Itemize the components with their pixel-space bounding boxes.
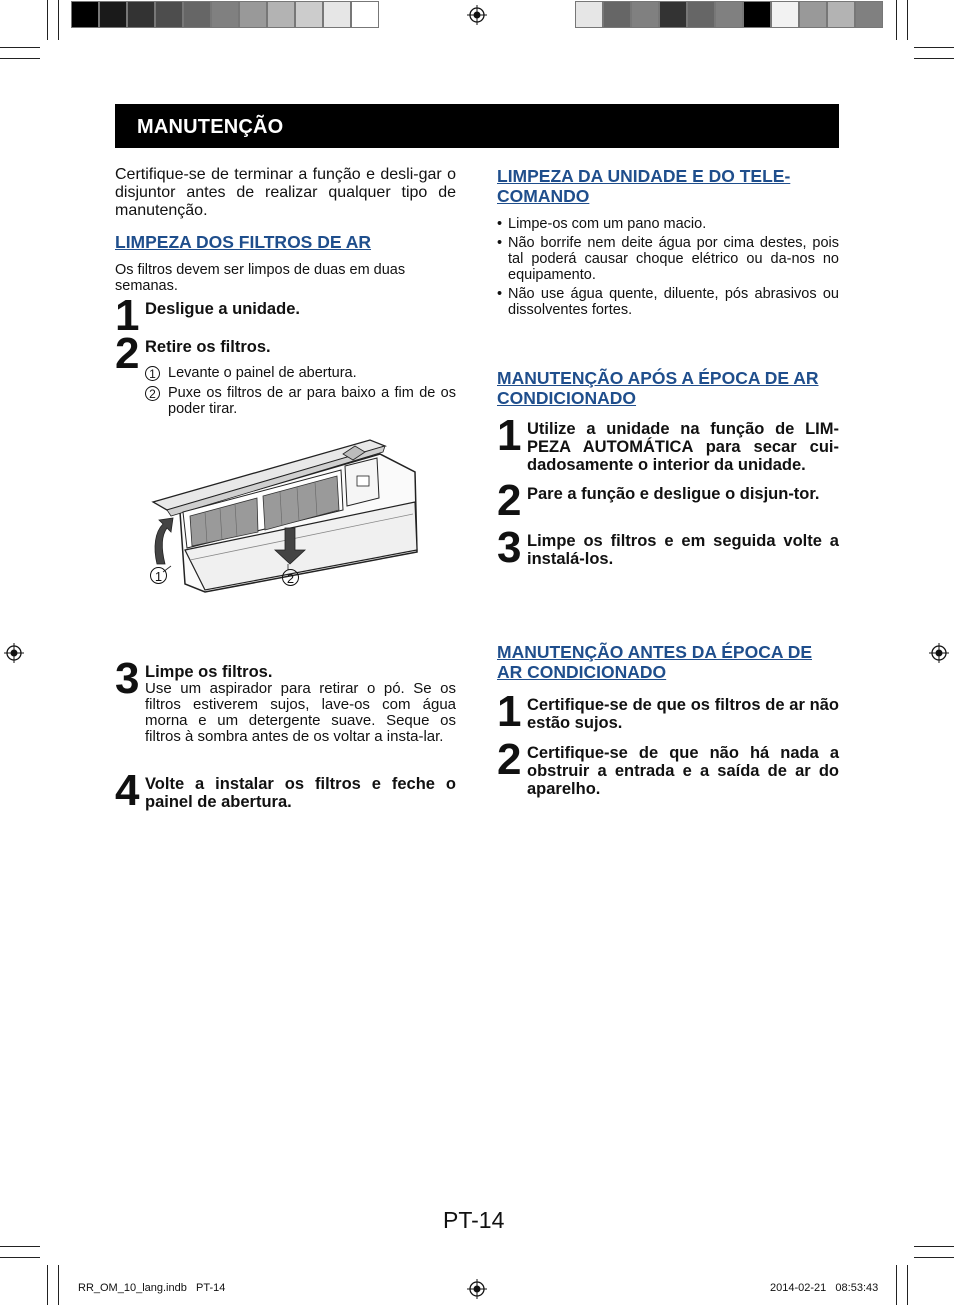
registration-mark-icon (467, 5, 487, 25)
step-title: Limpe os filtros. (145, 663, 273, 681)
registration-mark-icon (929, 643, 949, 663)
filters-section (115, 232, 456, 294)
footer-timestamp: 2014-02-21 08:53:43 (770, 1282, 879, 1294)
color-swatch (155, 1, 183, 28)
filters-note: Os filtros devem ser limpos de duas em duas semanas. (115, 262, 406, 294)
crop-mark (47, 0, 48, 40)
registration-mark-icon (4, 643, 24, 663)
color-swatch (267, 1, 295, 28)
bullet-item: • Não use água quente, diluente, pós abrasivos ou dissolventes fortes. (497, 286, 839, 318)
crop-mark (0, 47, 40, 48)
step-body: Use um aspirador para retirar o pó. Se os filtros estiverem sujos, lave-os com água morna e um detergente suave. Seque os filtros à sombra antes de os voltar a insta-lar. (145, 680, 456, 745)
crop-mark (0, 1246, 40, 1247)
section-title: MANUTENÇÃO (137, 116, 284, 138)
step-number: 3 (115, 654, 138, 703)
figure-callout: 1 (150, 567, 167, 584)
crop-mark (896, 0, 897, 40)
before-step-2 (497, 735, 839, 798)
substep: 1 Levante o painel de abertura. (145, 365, 456, 381)
intro-text: Certifique-se de terminar a função e desli-gar o disjuntor antes de realizar qualquer tipo de manutenção. (115, 166, 456, 219)
crop-mark (58, 1265, 59, 1305)
step-title: Desligue a unidade. (145, 300, 300, 318)
color-swatch (771, 1, 799, 28)
color-swatch (855, 1, 883, 28)
step-number: 1 (115, 291, 138, 340)
color-swatch (715, 1, 743, 28)
color-swatch (659, 1, 687, 28)
color-bar-left (71, 1, 379, 29)
color-swatch (575, 1, 603, 28)
step-number: 1 (497, 687, 520, 736)
crop-mark (907, 0, 908, 40)
crop-mark (907, 1265, 908, 1305)
step-title: Retire os filtros. (145, 338, 271, 356)
color-bar-right (575, 1, 883, 29)
color-swatch (631, 1, 659, 28)
crop-mark (914, 1246, 954, 1247)
color-swatch (743, 1, 771, 28)
circled-number: 2 (145, 386, 160, 401)
step-title: Limpe os filtros e em seguida volte a instalá-los. (527, 532, 839, 568)
crop-mark (47, 1265, 48, 1305)
filters-heading: LIMPEZA DOS FILTROS DE AR (115, 232, 372, 252)
after-season-heading: MANUTENÇÃO APÓS A ÉPOCA DE AR CONDICIONADO (497, 368, 819, 408)
crop-mark (0, 58, 40, 59)
crop-mark (58, 0, 59, 40)
substep: 2 Puxe os filtros de ar para baixo a fim de os poder tirar. (145, 385, 456, 417)
step-title: Utilize a unidade na função de LIM-PEZA AUTOMÁTICA para secar cui-dadosamente o interior da unidade. (527, 420, 839, 474)
step-title: Pare a função e desligue o disjun-tor. (527, 485, 820, 503)
before-season-heading: MANUTENÇÃO ANTES DA ÉPOCA DE AR CONDICIONADO (497, 642, 813, 682)
page-number: PT-14 (443, 1207, 505, 1233)
color-swatch (351, 1, 379, 28)
color-swatch (295, 1, 323, 28)
circled-number: 1 (145, 366, 160, 381)
before-step-1 (497, 687, 839, 736)
filter-step-3 (115, 654, 456, 745)
step-number: 2 (497, 735, 520, 784)
color-swatch (323, 1, 351, 28)
bullet-item: • Não borrife nem deite água por cima destes, pois tal poderá causar choque elétrico ou da-nos no equipamento. (497, 235, 839, 283)
color-swatch (71, 1, 99, 28)
step-title: Certifique-se de que os filtros de ar não estão sujos. (527, 696, 839, 732)
after-step-2 (497, 476, 839, 525)
crop-mark (914, 1257, 954, 1258)
crop-mark (0, 1257, 40, 1258)
color-swatch (127, 1, 155, 28)
step-number: 2 (497, 476, 520, 525)
filter-step-1 (115, 291, 456, 340)
crop-mark (896, 1265, 897, 1305)
step-number: 2 (115, 329, 138, 378)
color-swatch (211, 1, 239, 28)
color-swatch (239, 1, 267, 28)
step-number: 4 (115, 766, 138, 815)
before-season-section (497, 642, 839, 682)
registration-mark-icon (467, 1279, 487, 1299)
after-step-1 (497, 411, 839, 474)
filter-step-4 (115, 766, 456, 815)
after-step-3 (497, 523, 839, 572)
unit-cleaning-heading: LIMPEZA DA UNIDADE E DO TELE-COMANDO (497, 166, 791, 206)
step-title: Volte a instalar os filtros e feche o painel de abertura. (145, 775, 456, 811)
crop-mark (914, 58, 954, 59)
color-swatch (603, 1, 631, 28)
color-swatch (183, 1, 211, 28)
step-title: Certifique-se de que não há nada a obstruir a entrada e a saída de ar do aparelho. (527, 744, 839, 798)
color-swatch (827, 1, 855, 28)
footer-file: RR_OM_10_lang.indb PT-14 (78, 1282, 226, 1294)
crop-mark (914, 47, 954, 48)
unit-cleaning-section (497, 166, 839, 321)
color-swatch (687, 1, 715, 28)
color-swatch (99, 1, 127, 28)
after-season-section (497, 368, 839, 408)
bullet-item: • Limpe-os com um pano macio. (497, 216, 839, 232)
section-header-bar (115, 104, 839, 148)
step-number: 3 (497, 523, 520, 572)
figure-callout: 2 (282, 569, 299, 586)
filter-step-2 (115, 329, 456, 421)
left-column (115, 166, 456, 220)
color-swatch (799, 1, 827, 28)
step-number: 1 (497, 411, 520, 460)
